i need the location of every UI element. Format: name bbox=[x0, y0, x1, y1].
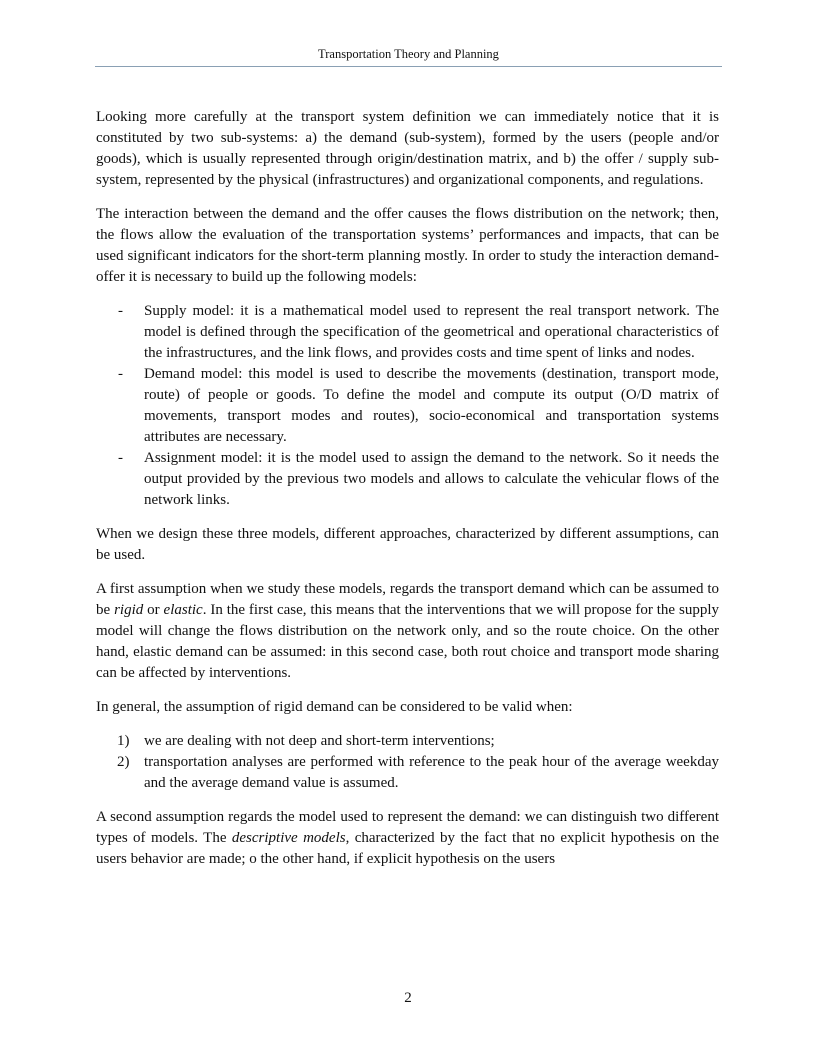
paragraph-second-assumption bbox=[96, 807, 719, 870]
header-divider bbox=[95, 66, 722, 67]
list-item-assignment-model bbox=[96, 448, 719, 511]
list-item-text: Assignment model: it is the model used to assign the demand to the network. So it needs the output provided by the previous two models and allows to calculate the vehicular flows of the network links. bbox=[144, 450, 719, 508]
text-run: . In the first case, this means that the interventions that we will propose for the supply model will change the flows distribution on the network only, and so the route choice. On the other hand, elastic demand can be assumed: in this second case, both rout choice and transport mode sharing can be affected by interventions. bbox=[96, 602, 719, 681]
list-marker: 2) bbox=[117, 754, 130, 770]
paragraph-transport-system-definition: Looking more carefully at the transport system definition we can immediately notice that it is constituted by two sub-systems: a) the demand (sub-system), formed by the users (people and/or goods), which is usually represented through origin/destination matrix, and b) the offer / supply sub-system, represented by the physical (infrastructures) and organizational components, and regulations. bbox=[96, 109, 719, 188]
list-item-text: Supply model: it is a mathematical model used to represent the real transport network. The model is defined through the specification of the geometrical and operational characteristics of the infrastructures, and the link flows, and provides costs and time spent of links and nodes. bbox=[144, 303, 719, 361]
conditions-list bbox=[96, 731, 719, 794]
list-item-text: Demand model: this model is used to describe the movements (destination, transport mode, route) of people or goods. To define the model and compute its output (O/D matrix of movements, transport modes and routes), socio-economical and transportation systems attributes are necessary. bbox=[144, 366, 719, 445]
text-run: A second assumption regards the model used to represent the demand: we can distinguish two different types of models. The bbox=[96, 809, 719, 846]
text-run: , characterized by the fact that no explicit hypothesis on the users behavior are made; o the other hand, if explicit hypothesis on the users bbox=[96, 830, 719, 867]
list-marker: - bbox=[118, 303, 123, 319]
emphasis-elastic: elastic bbox=[163, 602, 203, 618]
text-run: A first assumption when we study these models, regards the transport demand which can be assumed to be bbox=[96, 581, 719, 618]
list-item-text: we are dealing with not deep and short-term interventions; bbox=[144, 733, 495, 749]
list-item-text: transportation analyses are performed with reference to the peak hour of the average weekday and the average demand value is assumed. bbox=[144, 754, 719, 791]
list-marker: - bbox=[118, 366, 123, 382]
running-header: Transportation Theory and Planning bbox=[318, 47, 499, 61]
paragraph-demand-offer-interaction: The interaction between the demand and the offer causes the flows distribution on the network; then, the flows allow the evaluation of the transportation systems’ performances and impacts, that can be used significant indicators for the short-term planning mostly. In order to study the interaction demand-offer it is necessary to build up the following models: bbox=[96, 206, 719, 285]
document-body bbox=[96, 107, 719, 883]
list-item-condition-1 bbox=[96, 731, 719, 752]
text-run: or bbox=[143, 602, 164, 618]
list-item-supply-model bbox=[96, 301, 719, 364]
page-number: 2 bbox=[404, 990, 412, 1006]
list-item-condition-2 bbox=[96, 752, 719, 794]
list-marker: 1) bbox=[117, 733, 130, 749]
paragraph-rigid-demand-validity: In general, the assumption of rigid demand can be considered to be valid when: bbox=[96, 699, 573, 715]
list-marker: - bbox=[118, 450, 123, 466]
emphasis-rigid: rigid bbox=[114, 602, 144, 618]
models-list bbox=[96, 301, 719, 511]
paragraph-design-approaches: When we design these three models, different approaches, characterized by different assumptions, can be used. bbox=[96, 526, 719, 563]
list-item-demand-model bbox=[96, 364, 719, 448]
emphasis-descriptive-models: descriptive models bbox=[231, 830, 346, 846]
paragraph-rigid-elastic-demand bbox=[96, 579, 719, 684]
